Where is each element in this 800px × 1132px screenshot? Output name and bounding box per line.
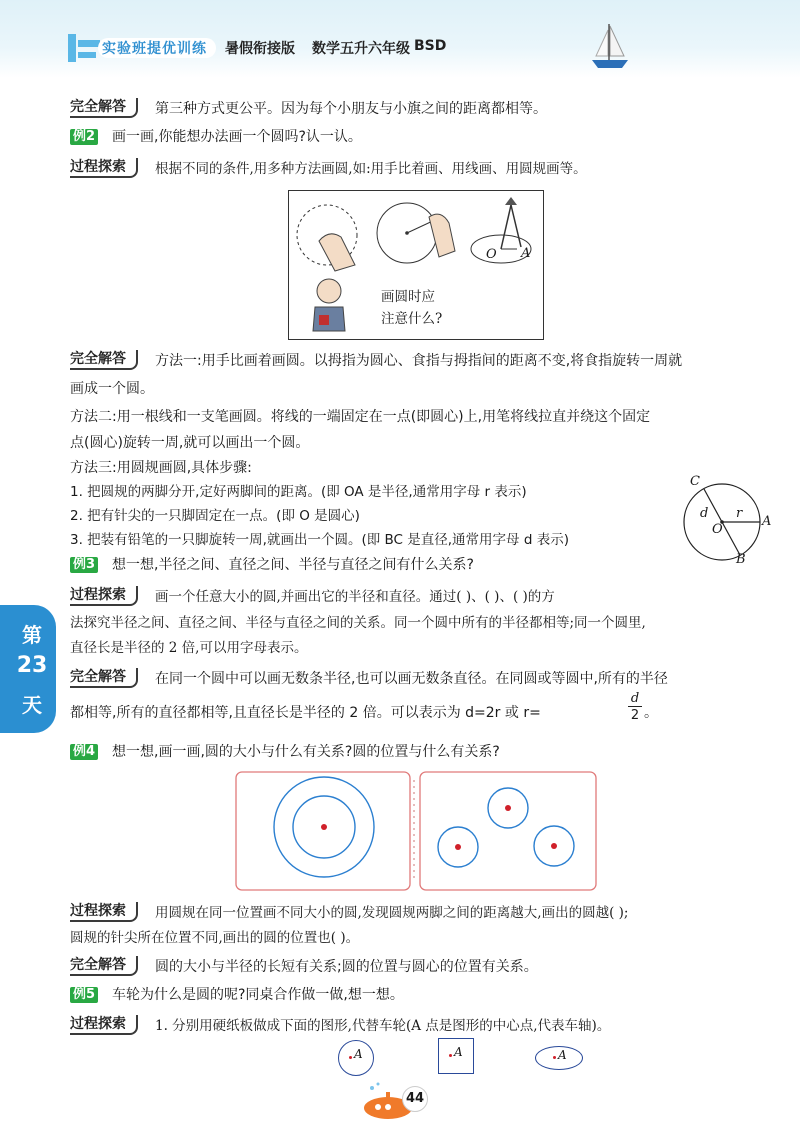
example-5-question: 车轮为什么是圆的呢?同桌合作做一做,想一想。 — [112, 987, 404, 1003]
compass-step: 1. 把圆规的两脚分开,定好两脚间的距离。(即 OA 是半径,通常用字母 r 表示) — [70, 484, 527, 500]
day-tab-suffix: 天 — [22, 693, 42, 717]
ex2-answer-line: 方法二:用一根线和一支笔画圆。将线的一端固定在一点(即圆心)上,用笔将线拉直并绕这个固定 — [70, 409, 651, 425]
example-2-badge: 例2 — [70, 129, 98, 145]
center-dot — [321, 824, 327, 830]
explore-label: 过程探索 — [70, 1015, 138, 1035]
day-tab — [0, 605, 56, 733]
speech-line-1: 画圆时应 — [381, 289, 435, 305]
explore-text: 直径长是半径的 2 倍,可以用字母表示。 — [70, 640, 308, 656]
label-B: B — [736, 552, 746, 567]
example-3-badge: 例3 — [70, 557, 98, 573]
ex4-answer: 圆的大小与半径的长短有关系;圆的位置与圆心的位置有关系。 — [155, 959, 538, 975]
example-4-question: 想一想,画一画,圆的大小与什么有关系?圆的位置与什么有关系? — [112, 744, 500, 760]
answer-label: 完全解答 — [70, 956, 138, 976]
fig-point-A: A — [521, 246, 531, 261]
label-d: d — [700, 506, 709, 521]
example-3-question: 想一想,半径之间、直径之间、半径与直径之间有什么关系? — [112, 557, 474, 573]
wheel-square-shape: A — [438, 1038, 474, 1074]
compass-step: 3. 把装有铅笔的一只脚旋转一周,就画出一个圆。(即 BC 是直径,通常用字母 d 表示) — [70, 532, 569, 548]
circle-diagram — [676, 478, 772, 568]
speech-line-2: 注意什么? — [381, 311, 443, 327]
example-5-badge: 例5 — [70, 987, 98, 1003]
answer-text: 第三种方式更公平。因为每个小朋友与小旗之间的距离都相等。 — [155, 101, 547, 117]
ex3-answer-line: 在同一个圆中可以画无数条半径,也可以画无数条直径。在同圆或等圆中,所有的半径 — [155, 671, 668, 687]
fraction-numerator: d — [628, 691, 642, 707]
explore-text: 根据不同的条件,用多种方法画圆,如:用手比着画、用线画、用圆规画等。 — [155, 161, 587, 177]
fig-point-O: O — [486, 247, 497, 262]
edition-label: 暑假衔接版 — [225, 41, 295, 57]
explore-text: 1. 分别用硬纸板做成下面的图形,代替车轮(A 点是图形的中心点,代表车轴)。 — [155, 1018, 611, 1034]
answer-label: 完全解答 — [70, 98, 138, 118]
answer-label: 完全解答 — [70, 668, 138, 688]
series-title: 实验班提优训练 — [102, 41, 207, 57]
label-O: O — [712, 522, 723, 537]
example-2-question: 画一画,你能想办法画一个圆吗?认一认。 — [112, 129, 362, 145]
ex2-answer-line: 画成一个圆。 — [70, 381, 154, 397]
grade-label: 数学五升六年级 — [312, 41, 410, 57]
label-C: C — [690, 474, 700, 489]
explore-text: 画一个任意大小的圆,并画出它的半径和直径。通过( )、( )、( )的方 — [155, 589, 555, 605]
wheel-ellipse-shape: A — [535, 1046, 583, 1070]
drawing-methods-figure — [288, 190, 544, 340]
explore-label: 过程探索 — [70, 586, 138, 606]
radius-diameter-figure — [676, 474, 772, 568]
example-4-badge: 例4 — [70, 744, 98, 760]
day-number: 23 — [16, 653, 48, 678]
day-tab-prefix: 第 — [22, 623, 42, 647]
explore-text: 用圆规在同一位置画不同大小的圆,发现圆规两脚之间的距离越大,画出的圆越( ); — [155, 905, 629, 921]
version-code: BSD — [414, 38, 447, 54]
page-number: 44 — [402, 1086, 428, 1112]
ex2-answer-line: 点(圆心)旋转一周,就可以画出一个圆。 — [70, 435, 310, 451]
explore-label: 过程探索 — [70, 158, 138, 178]
page-header — [0, 0, 800, 78]
explore-text: 圆规的针尖所在位置不同,画出的圆的位置也( )。 — [70, 930, 360, 946]
explore-label: 过程探索 — [70, 902, 138, 922]
sailboat-icon — [588, 22, 634, 74]
sentence-end: 。 — [644, 705, 658, 721]
explore-text: 法探究半径之间、直径之间、半径与直径之间的关系。同一个圆中所有的半径都相等;同一个圆里, — [70, 615, 646, 631]
label-A: A — [762, 514, 772, 529]
label-r: r — [736, 506, 743, 521]
ex2-answer-line: 方法一:用手比画着画圆。以拇指为圆心、食指与拇指间的距离不变,将食指旋转一周就 — [155, 353, 683, 369]
ex3-answer-line: 都相等,所有的直径都相等,且直径长是半径的 2 倍。可以表示为 d=2r 或 r= — [70, 705, 541, 721]
circle-position-figure — [234, 770, 598, 892]
fraction-denominator: 2 — [630, 708, 640, 723]
answer-label: 完全解答 — [70, 350, 138, 370]
compass-step: 2. 把有针尖的一只脚固定在一点。(即 O 是圆心) — [70, 508, 360, 524]
wheel-circle-shape: A — [338, 1040, 374, 1076]
ex2-answer-line: 方法三:用圆规画圆,具体步骤: — [70, 460, 252, 476]
